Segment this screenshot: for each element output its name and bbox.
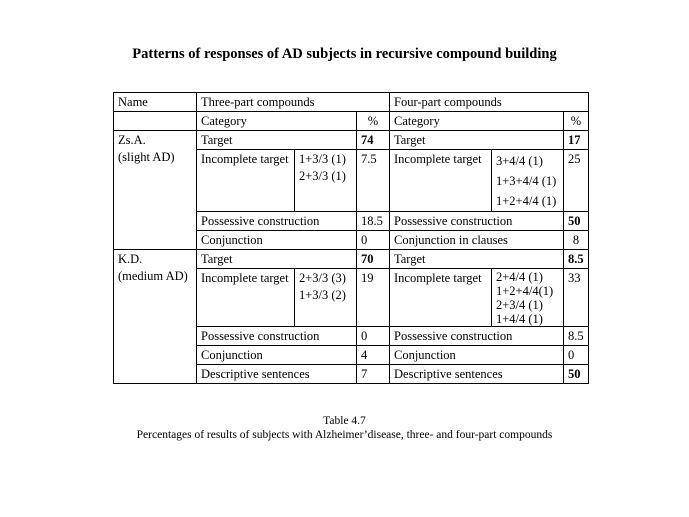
- header-category-3: Category: [197, 112, 357, 131]
- table-caption: [0, 414, 689, 442]
- descriptive-value: 50: [564, 365, 589, 384]
- target-label: Target: [197, 250, 357, 269]
- subheader-row: [114, 112, 589, 131]
- header-four-part: Four-part compounds: [390, 93, 589, 112]
- conjunction-label: Conjunction: [197, 346, 357, 365]
- subject-name: K.D.: [118, 252, 143, 266]
- subject-name: Zs.A.: [118, 133, 146, 147]
- breakdown-item: 1+2+4/4 (1): [496, 194, 557, 208]
- descriptive-value: 7: [357, 365, 390, 384]
- subject-name-cell: [114, 250, 197, 384]
- incomplete-label: Incomplete target: [197, 269, 295, 327]
- incomplete-value: 7.5: [357, 150, 390, 212]
- breakdown-item: 1+4/4 (1): [496, 312, 543, 326]
- subject-name-cell: [114, 131, 197, 250]
- conjunction-label: Conjunction: [390, 346, 564, 365]
- breakdown-item: 1+3/3 (2): [299, 288, 346, 302]
- header-row: [114, 93, 589, 112]
- incomplete-value: 19: [357, 269, 390, 327]
- incomplete-label: Incomplete target: [390, 150, 492, 212]
- target-value: 17: [564, 131, 589, 150]
- target-label: Target: [390, 250, 564, 269]
- conjunction-label: Conjunction in clauses: [390, 231, 564, 250]
- caption-text: Percentages of results of subjects with Alzheimer’disease, three- and four-part compounds: [136, 429, 553, 441]
- subject-severity: (slight AD): [118, 150, 175, 164]
- table-row: [114, 131, 589, 150]
- table-row: [114, 250, 589, 269]
- possessive-value: 0: [357, 327, 390, 346]
- target-label: Target: [390, 131, 564, 150]
- breakdown-item: 2+3/3 (1): [299, 169, 346, 183]
- descriptive-label: Descriptive sentences: [390, 365, 564, 384]
- breakdown-item: 1+2+4/4(1): [496, 284, 554, 298]
- breakdown-item: 3+4/4 (1): [496, 154, 543, 168]
- target-value: 8.5: [564, 250, 589, 269]
- breakdown-item: 2+3/3 (3): [299, 271, 346, 285]
- breakdown-item: 2+3/4 (1): [496, 298, 543, 312]
- header-percent-3: %: [357, 112, 390, 131]
- breakdown-item: 1+3/3 (1): [299, 152, 346, 166]
- header-category-4: Category: [390, 112, 564, 131]
- incomplete-label: Incomplete target: [390, 269, 492, 327]
- subject-severity: (medium AD): [118, 269, 188, 283]
- table-title: Patterns of responses of AD subjects in recursive compound building: [132, 46, 557, 62]
- target-label: Target: [197, 131, 357, 150]
- descriptive-label: Descriptive sentences: [197, 365, 357, 384]
- incomplete-label: Incomplete target: [197, 150, 295, 212]
- incomplete-breakdown: [492, 269, 564, 327]
- possessive-value: 18.5: [357, 212, 390, 231]
- possessive-value: 8.5: [564, 327, 589, 346]
- conjunction-value: 0: [564, 346, 589, 365]
- possessive-label: Possessive construction: [390, 327, 564, 346]
- possessive-label: Possessive construction: [197, 327, 357, 346]
- possessive-label: Possessive construction: [390, 212, 564, 231]
- empty-cell: [114, 112, 197, 131]
- breakdown-item: 1+3+4/4 (1): [496, 174, 557, 188]
- conjunction-value: 4: [357, 346, 390, 365]
- conjunction-value: 0: [357, 231, 390, 250]
- incomplete-value: 25: [564, 150, 589, 212]
- header-three-part: Three-part compounds: [197, 93, 390, 112]
- header-percent-4: %: [564, 112, 589, 131]
- breakdown-item: 2+4/4 (1): [496, 270, 543, 284]
- conjunction-value: 8: [564, 231, 589, 250]
- possessive-label: Possessive construction: [197, 212, 357, 231]
- results-table: [113, 92, 589, 384]
- incomplete-breakdown: [295, 150, 357, 212]
- possessive-value: 50: [564, 212, 589, 231]
- header-name: Name: [114, 93, 197, 112]
- incomplete-breakdown: [295, 269, 357, 327]
- caption-number: Table 4.7: [323, 415, 366, 427]
- incomplete-value: 33: [564, 269, 589, 327]
- target-value: 74: [357, 131, 390, 150]
- target-value: 70: [357, 250, 390, 269]
- incomplete-breakdown: [492, 150, 564, 212]
- conjunction-label: Conjunction: [197, 231, 357, 250]
